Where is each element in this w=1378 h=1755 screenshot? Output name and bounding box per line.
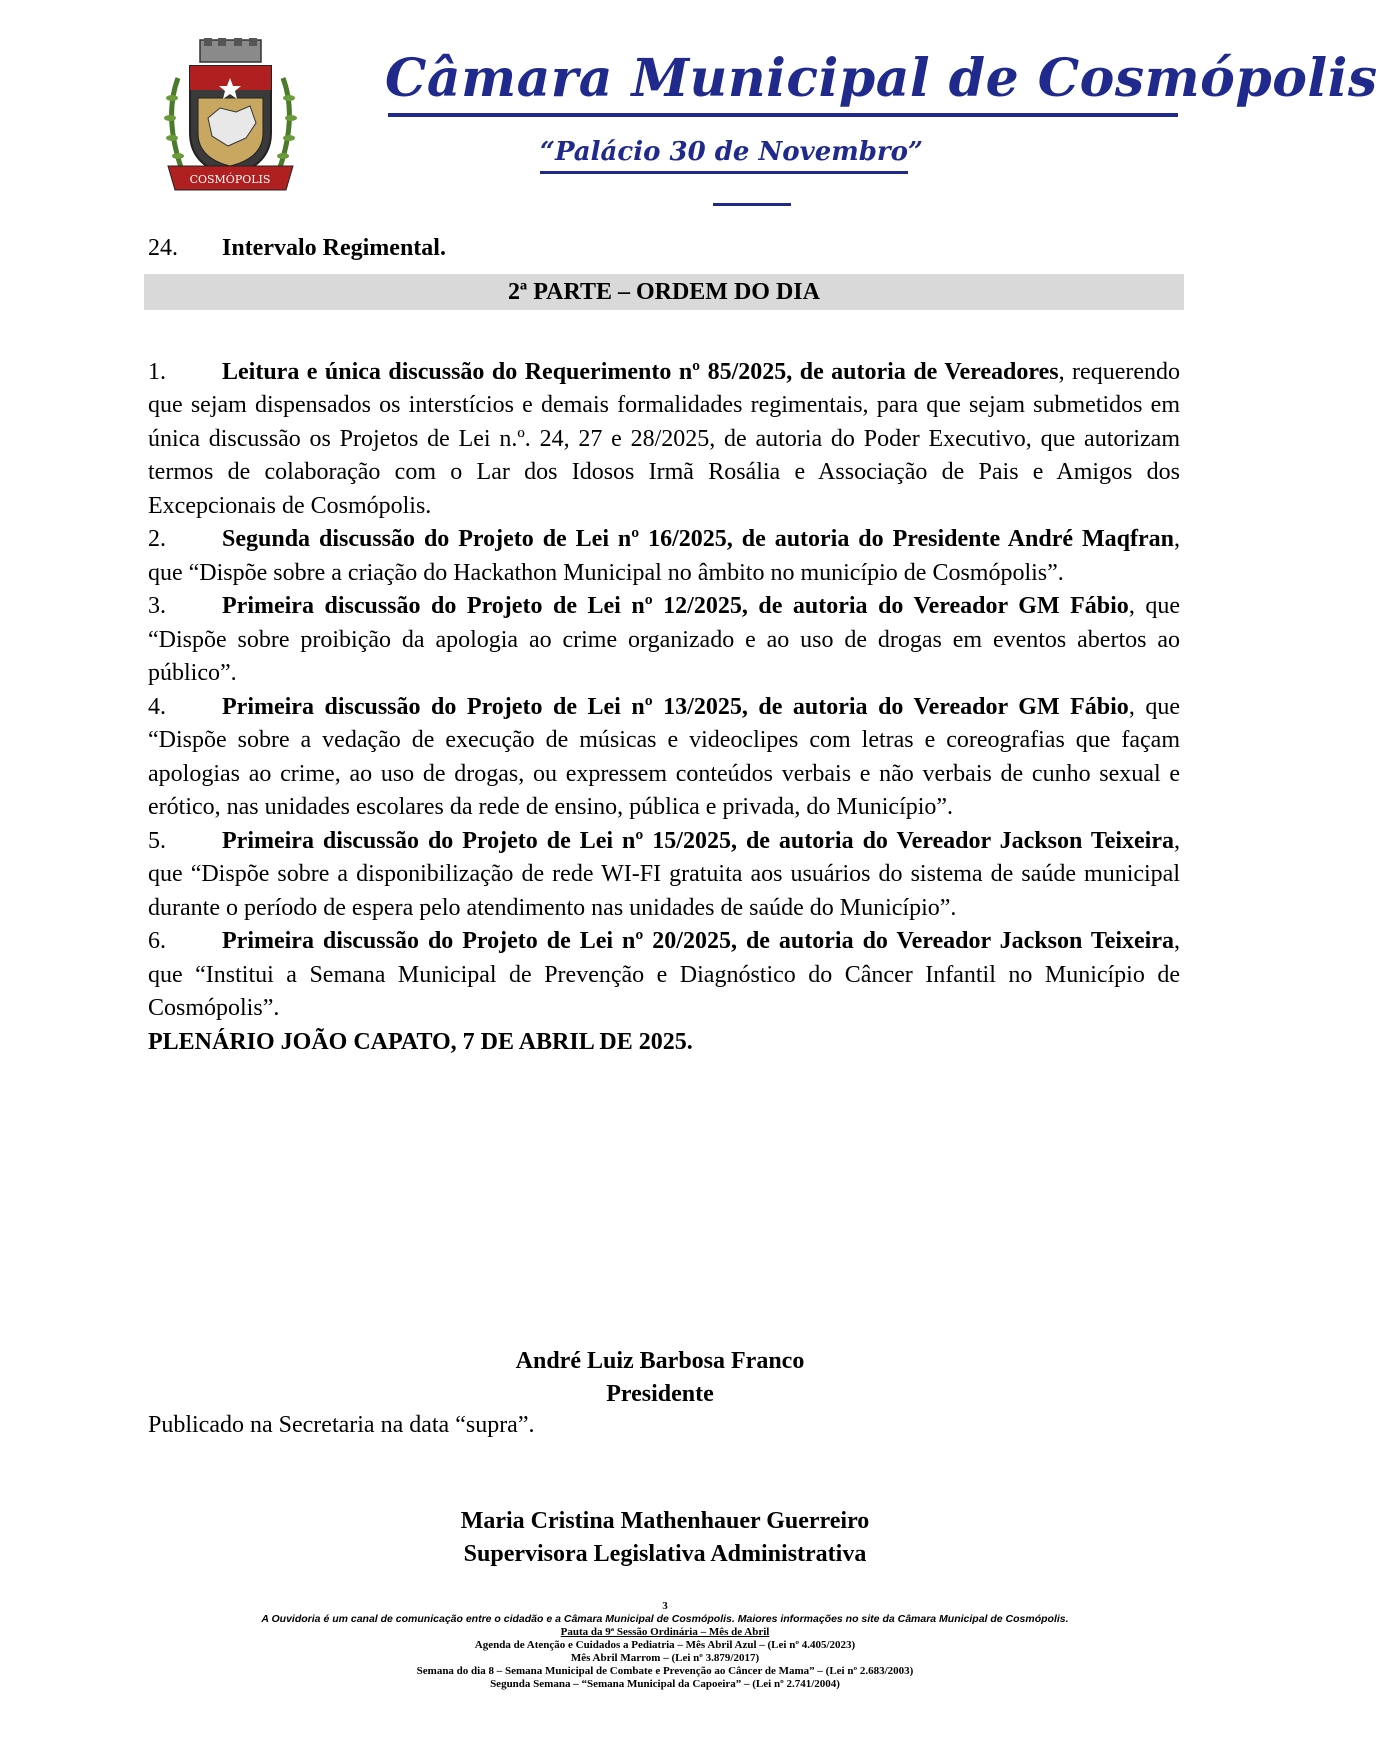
item-text: , requerendo que sejam dispensados os interstícios e demais formalidades regimentais, para que sejam submetidos em única discussão os Projetos de Lei n.º. 24, 27 e 28/2025, de autoria do Poder Executivo, que autorizam termos de colaboração com o Lar dos Idosos Irmã Rosália e Associação de Pais e Amigos dos Excepcionais de Cosmópolis. bbox=[148, 358, 1180, 519]
item-bold-text: Primeira discussão do Projeto de Lei nº 15/2025, de autoria do Vereador Jackson Teixeira bbox=[222, 827, 1174, 854]
page-number: 3 bbox=[662, 1600, 668, 1612]
item-title: Intervalo Regimental. bbox=[222, 235, 446, 261]
signer-role: Presidente bbox=[606, 1381, 714, 1407]
signer-name: Maria Cristina Mathenhauer Guerreiro bbox=[460, 1508, 870, 1534]
org-title: Câmara Municipal de Cosmópolis bbox=[385, 48, 1378, 109]
item-number: 1. bbox=[148, 358, 166, 385]
item-number: 3. bbox=[148, 593, 166, 619]
title-underline bbox=[388, 113, 1178, 117]
signer-role: Supervisora Legislativa Administrativa bbox=[463, 1541, 867, 1567]
item-bold-text: Primeira discussão do Projeto de Lei nº 13/2025, de autoria do Vereador GM Fábio bbox=[222, 693, 1129, 720]
org-subtitle: “Palácio 30 de Novembro” bbox=[540, 137, 923, 167]
list-item bbox=[148, 523, 1180, 590]
document-body bbox=[148, 232, 1180, 1059]
item-number: 5. bbox=[148, 827, 166, 854]
list-item bbox=[148, 925, 1180, 1026]
item-text: , que “Institui a Semana Municipal de Prevenção e Diagnóstico do Câncer Infantil no Município de Cosmópolis”. bbox=[148, 928, 1180, 1021]
ouvidoria-note: A Ouvidoria é um canal de comunicação entre o cidadão e a Câmara Municipal de Cosmópolis. Maiores informações no site da Câmara Municipal de Cosmópolis. bbox=[261, 1613, 1069, 1625]
signer-name: André Luiz Barbosa Franco bbox=[515, 1348, 805, 1374]
coat-of-arms-icon bbox=[158, 38, 303, 200]
item-text: , que “Dispõe sobre a vedação de execução de músicas e videoclipes com letras e coreografias que façam apologias ao crime, ao uso de drogas, ou expressem conteúdos verbais e não verbais de cunho sexual e erótico, nas unidades escolares da rede de ensino, pública e privada, do Município”. bbox=[148, 693, 1180, 820]
subtitle-underline-short bbox=[713, 203, 791, 206]
signature-block-president bbox=[0, 1345, 1320, 1411]
published-note: Publicado na Secretaria na data “supra”. bbox=[148, 1412, 535, 1438]
signature-block-supervisor bbox=[0, 1505, 1330, 1571]
item-text: , que “Dispõe sobre a criação do Hackathon Municipal no âmbito no município de Cosmópolis”. bbox=[148, 526, 1180, 586]
footer-line: Mês Abril Marrom – (Lei nº 3.879/2017) bbox=[570, 1652, 760, 1664]
footer-line: Agenda de Atenção e Cuidados a Pediatria – Mês Abril Azul – (Lei nº 4.405/2023) bbox=[474, 1639, 856, 1651]
item-bold-text: Leitura e única discussão do Requerimento nº 85/2025, de autoria de Vereadores bbox=[222, 358, 1059, 385]
list-item bbox=[148, 825, 1180, 926]
item-number: 4. bbox=[148, 693, 166, 720]
item-text: , que “Dispõe sobre proibição da apologia ao crime organizado e ao uso de drogas em eventos abertos ao público”. bbox=[148, 593, 1180, 686]
item-number: 6. bbox=[148, 928, 166, 954]
section-title: 2ª PARTE – ORDEM DO DIA bbox=[144, 274, 1184, 310]
list-item bbox=[148, 590, 1180, 691]
item-bold-text: Primeira discussão do Projeto de Lei nº 12/2025, de autoria do Vereador GM Fábio bbox=[222, 593, 1129, 619]
document-header bbox=[0, 0, 1378, 215]
item-bold-text: Primeira discussão do Projeto de Lei nº 20/2025, de autoria do Vereador Jackson Teixeira bbox=[222, 928, 1174, 954]
footer-line: Segunda Semana – “Semana Municipal da Capoeira” – (Lei nº 2.741/2004) bbox=[490, 1678, 840, 1690]
crest-ribbon-text: COSMÓPOLIS bbox=[189, 173, 271, 186]
item-number: 2. bbox=[148, 526, 166, 552]
list-item bbox=[148, 691, 1180, 825]
item-number: 24. bbox=[148, 235, 178, 261]
closing-line: PLENÁRIO JOÃO CAPATO, 7 DE ABRIL DE 2025. bbox=[148, 1028, 693, 1055]
list-item bbox=[148, 356, 1180, 524]
subtitle-underline bbox=[540, 171, 908, 174]
item-bold-text: Segunda discussão do Projeto de Lei nº 16/2025, de autoria do Presidente André Maqfran bbox=[222, 526, 1174, 552]
intro-item bbox=[148, 232, 1180, 266]
pauta-title: Pauta da 9ª Sessão Ordinária – Mês de Abril bbox=[560, 1626, 770, 1638]
document-footer bbox=[0, 1600, 1330, 1691]
item-text: , que “Dispõe sobre a disponibilização de rede WI-FI gratuita aos usuários do sistema de saúde municipal durante o período de espera pelo atendimento nas unidades de saúde do Município”. bbox=[148, 827, 1180, 921]
footer-line: Semana do dia 8 – Semana Municipal de Combate e Prevenção ao Câncer de Mama” – (Lei nº 2.683/2003) bbox=[416, 1665, 914, 1677]
